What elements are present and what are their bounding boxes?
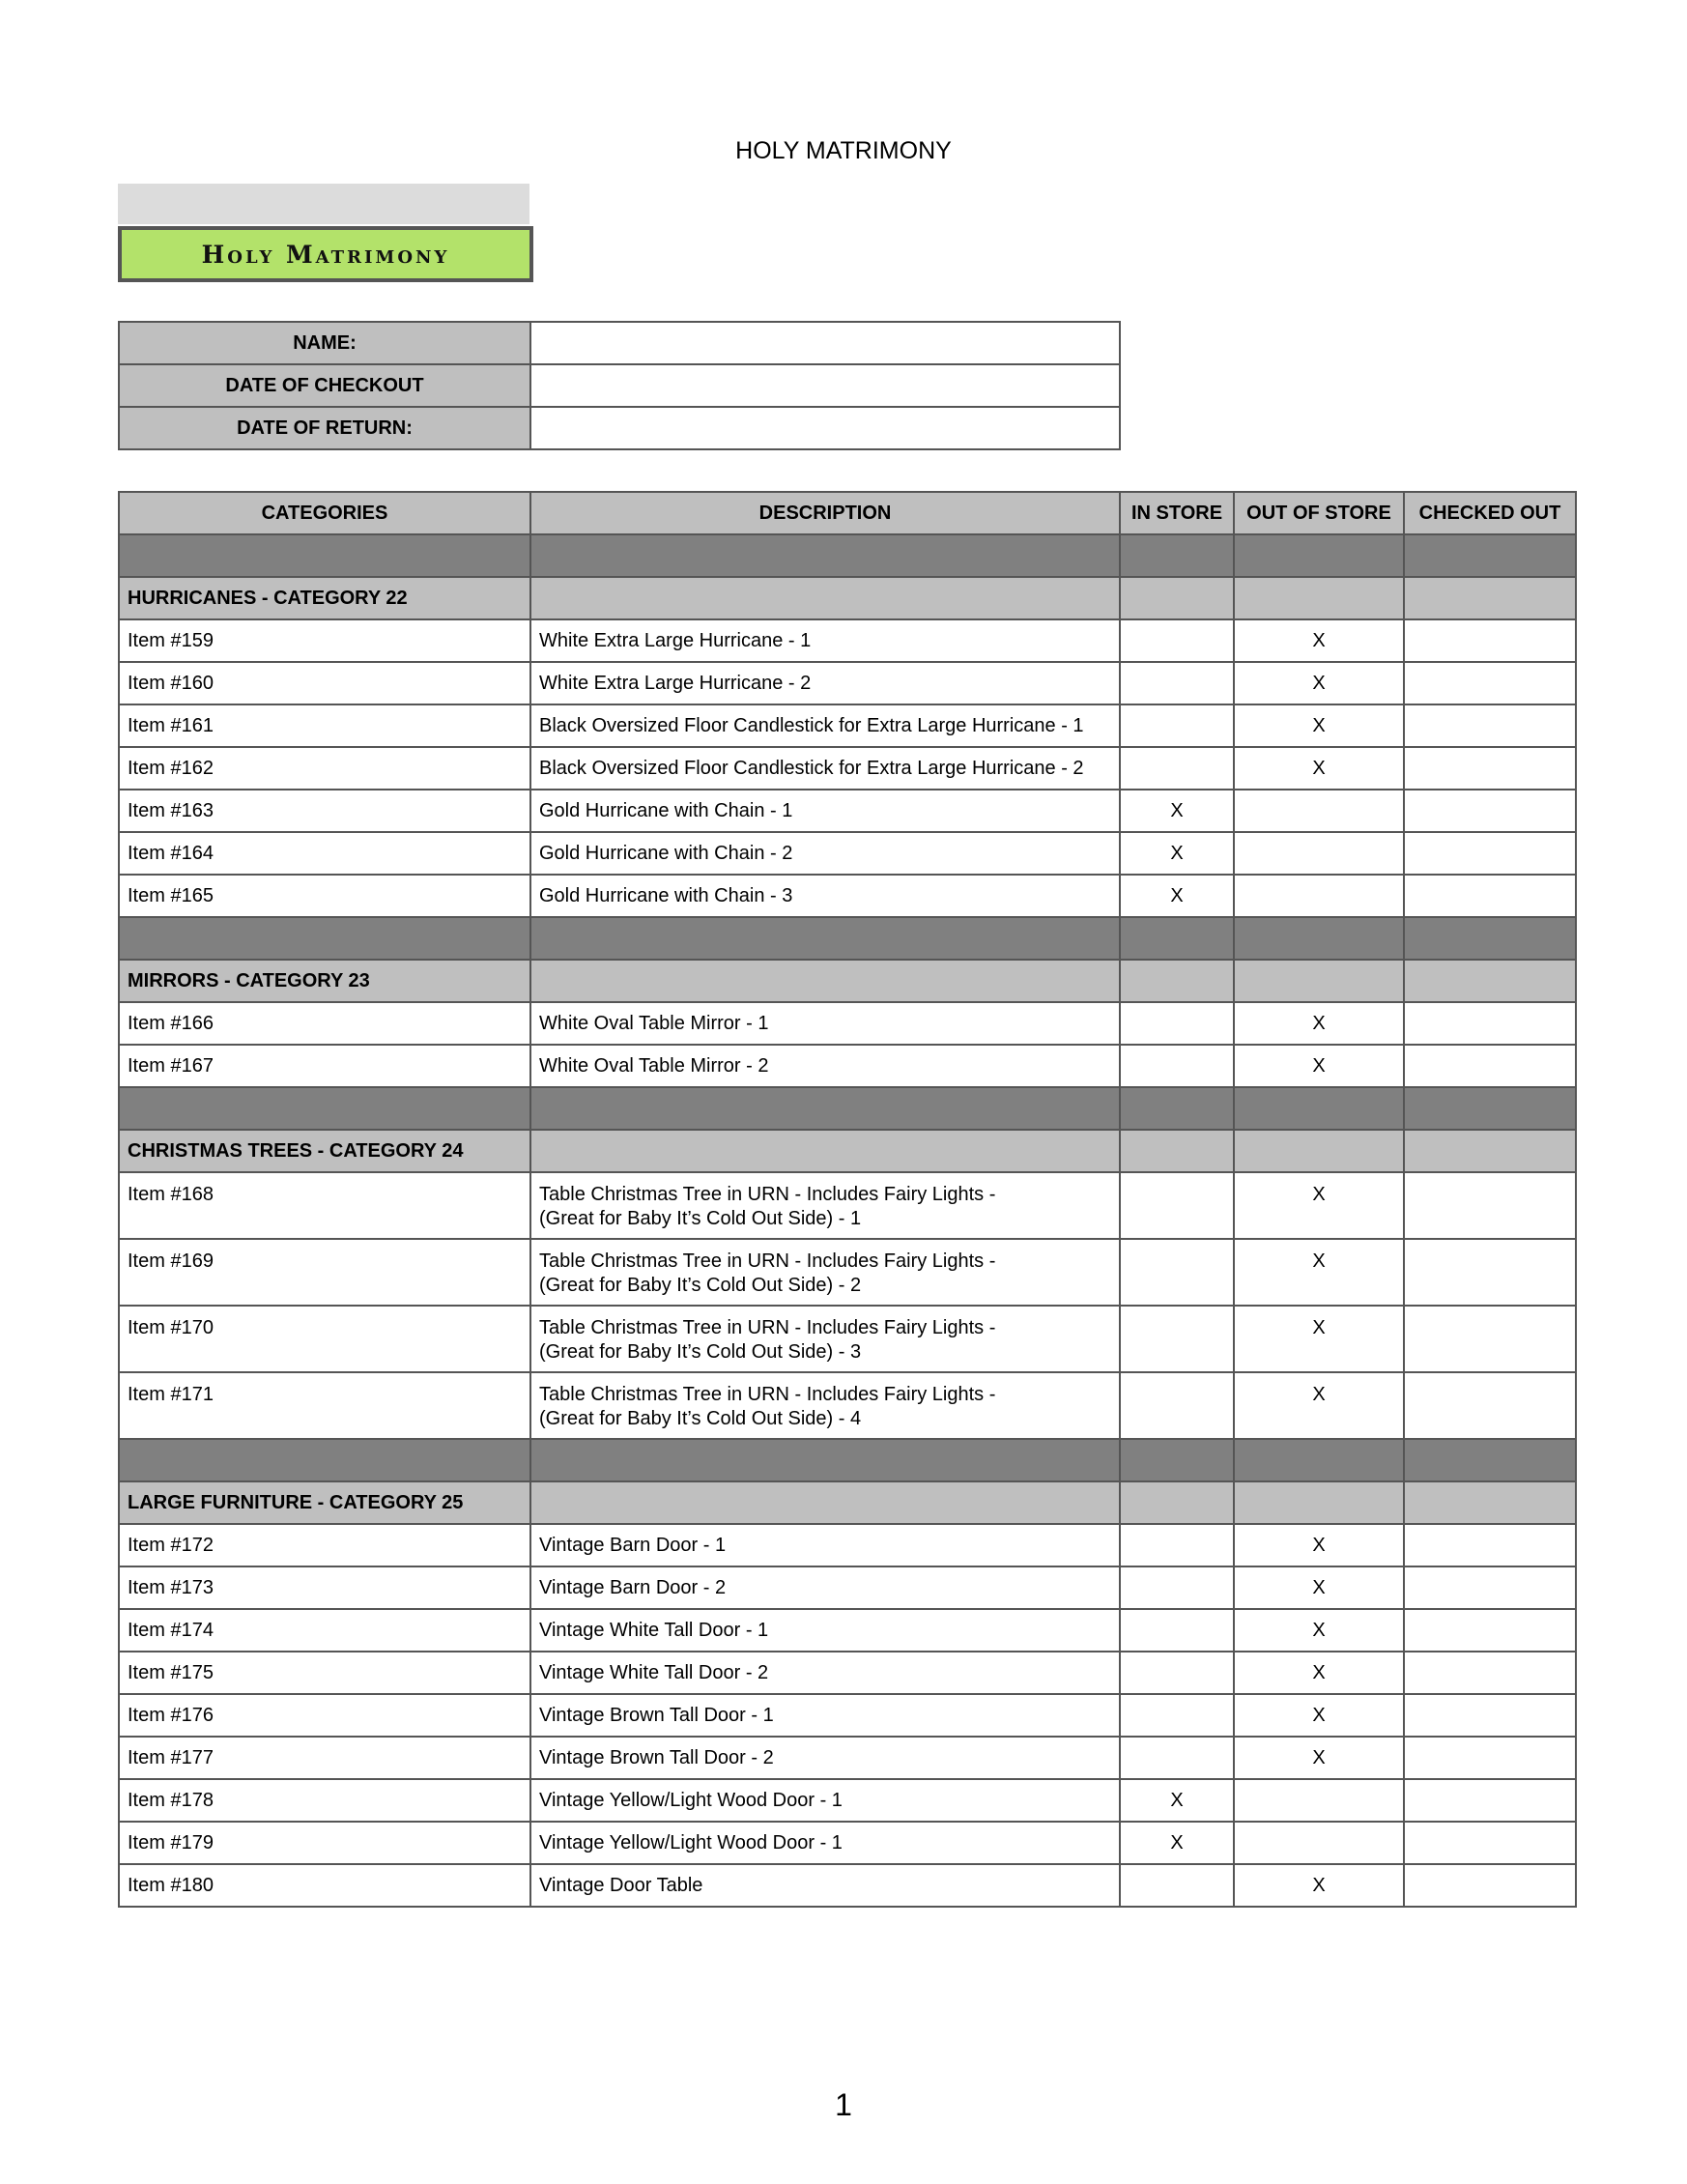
separator-row (119, 1087, 1576, 1130)
in-store-mark[interactable] (1120, 1306, 1234, 1372)
out-of-store-mark[interactable] (1234, 790, 1404, 832)
table-row (119, 1609, 1576, 1652)
checkout-date-row (119, 364, 1120, 407)
category-cell (1120, 1481, 1234, 1524)
checked-out-mark[interactable] (1404, 1372, 1576, 1439)
description-line-1: White Oval Table Mirror - 2 (539, 1054, 769, 1077)
in-store-mark[interactable] (1120, 1524, 1234, 1566)
category-cell (1234, 1130, 1404, 1172)
description-line-1: Black Oversized Floor Candlestick for Extra Large Hurricane - 2 (539, 757, 1084, 779)
in-store-mark[interactable]: X (1120, 790, 1234, 832)
separator-cell (1404, 1439, 1576, 1481)
out-of-store-mark[interactable]: X (1234, 1864, 1404, 1907)
item-description (530, 1524, 1120, 1566)
checkout-date-field[interactable] (530, 364, 1120, 407)
item-description (530, 1372, 1120, 1439)
item-id: Item #160 (119, 662, 530, 704)
category-cell (1120, 960, 1234, 1002)
separator-cell (1404, 1087, 1576, 1130)
checkout-info-table (118, 321, 1121, 450)
table-row (119, 1566, 1576, 1609)
description-line-1: Table Christmas Tree in URN - Includes Fairy Lights - (539, 1184, 996, 1205)
separator-cell (1120, 534, 1234, 577)
separator-cell (530, 917, 1120, 960)
separator-cell (1234, 1087, 1404, 1130)
separator-row (119, 917, 1576, 960)
in-store-mark[interactable] (1120, 1652, 1234, 1694)
item-id: Item #172 (119, 1524, 530, 1566)
category-row (119, 1481, 1576, 1524)
item-id: Item #180 (119, 1864, 530, 1907)
description-line-1: Table Christmas Tree in URN - Includes Fairy Lights - (539, 1250, 996, 1272)
item-description (530, 1002, 1120, 1045)
in-store-mark[interactable]: X (1120, 1822, 1234, 1864)
logo-header-strip (118, 184, 529, 224)
table-row (119, 1779, 1576, 1822)
category-cell (530, 1130, 1120, 1172)
in-store-mark[interactable] (1120, 662, 1234, 704)
description-line-2: (Great for Baby It’s Cold Out Side) - 4 (539, 1408, 862, 1429)
logo-text: Holy Matrimony (201, 240, 450, 269)
table-row (119, 1652, 1576, 1694)
out-of-store-mark[interactable]: X (1234, 619, 1404, 662)
item-id: Item #171 (119, 1372, 530, 1439)
item-description (530, 747, 1120, 790)
item-description (530, 1172, 1120, 1239)
page-number: 1 (835, 2087, 852, 2122)
item-description (530, 1779, 1120, 1822)
separator-cell (119, 917, 530, 960)
in-store-mark[interactable] (1120, 1566, 1234, 1609)
in-store-mark[interactable] (1120, 1045, 1234, 1087)
separator-cell (1404, 534, 1576, 577)
description-line-2: (Great for Baby It’s Cold Out Side) - 2 (539, 1275, 862, 1296)
table-row (119, 662, 1576, 704)
checked-out-mark[interactable] (1404, 1002, 1576, 1045)
return-date-field[interactable] (530, 407, 1120, 449)
in-store-mark[interactable] (1120, 1864, 1234, 1907)
separator-cell (530, 1439, 1120, 1481)
description-line-1: Vintage Yellow/Light Wood Door - 1 (539, 1831, 843, 1854)
item-description (530, 1239, 1120, 1306)
checked-out-mark[interactable] (1404, 1306, 1576, 1372)
table-row (119, 747, 1576, 790)
in-store-mark[interactable] (1120, 747, 1234, 790)
checked-out-mark[interactable] (1404, 1737, 1576, 1779)
description-line-1: Gold Hurricane with Chain - 1 (539, 799, 793, 821)
in-store-mark[interactable] (1120, 1172, 1234, 1239)
checked-out-mark[interactable] (1404, 1239, 1576, 1306)
category-name: MIRRORS - CATEGORY 23 (119, 960, 530, 1002)
category-name: LARGE FURNITURE - CATEGORY 25 (119, 1481, 530, 1524)
item-description (530, 832, 1120, 875)
checked-out-mark[interactable] (1404, 1694, 1576, 1737)
item-id: Item #166 (119, 1002, 530, 1045)
in-store-mark[interactable]: X (1120, 832, 1234, 875)
out-of-store-mark[interactable]: X (1234, 1609, 1404, 1652)
category-row (119, 577, 1576, 619)
in-store-mark[interactable] (1120, 619, 1234, 662)
item-id: Item #176 (119, 1694, 530, 1737)
table-row (119, 790, 1576, 832)
item-description (530, 619, 1120, 662)
table-row (119, 1172, 1576, 1239)
description-line-1: Vintage Door Table (539, 1874, 703, 1896)
separator-row (119, 534, 1576, 577)
description-line-2: (Great for Baby It’s Cold Out Side) - 3 (539, 1341, 862, 1363)
item-description (530, 1822, 1120, 1864)
category-name: HURRICANES - CATEGORY 22 (119, 577, 530, 619)
checked-out-mark[interactable] (1404, 1566, 1576, 1609)
out-of-store-mark[interactable] (1234, 832, 1404, 875)
return-date-row (119, 407, 1120, 449)
category-cell (1234, 960, 1404, 1002)
in-store-mark[interactable] (1120, 704, 1234, 747)
separator-cell (530, 534, 1120, 577)
category-row (119, 1130, 1576, 1172)
table-header-row (119, 492, 1576, 534)
checkout-date-label: DATE OF CHECKOUT (119, 364, 530, 407)
checked-out-mark[interactable] (1404, 704, 1576, 747)
out-of-store-mark[interactable]: X (1234, 1002, 1404, 1045)
item-description (530, 1737, 1120, 1779)
item-description (530, 1694, 1120, 1737)
col-header-categories: CATEGORIES (119, 492, 530, 534)
checked-out-mark[interactable] (1404, 1822, 1576, 1864)
checked-out-mark[interactable] (1404, 1864, 1576, 1907)
description-line-1: Vintage Brown Tall Door - 1 (539, 1704, 774, 1726)
category-cell (1234, 577, 1404, 619)
out-of-store-mark[interactable]: X (1234, 1372, 1404, 1439)
item-description (530, 1566, 1120, 1609)
out-of-store-mark[interactable]: X (1234, 1737, 1404, 1779)
item-id: Item #178 (119, 1779, 530, 1822)
separator-cell (119, 534, 530, 577)
category-name: CHRISTMAS TREES - CATEGORY 24 (119, 1130, 530, 1172)
out-of-store-mark[interactable] (1234, 1779, 1404, 1822)
item-id: Item #159 (119, 619, 530, 662)
category-cell (1404, 1130, 1576, 1172)
page-title: HOLY MATRIMONY (735, 137, 952, 164)
out-of-store-mark[interactable] (1234, 875, 1404, 917)
item-description (530, 875, 1120, 917)
item-id: Item #177 (119, 1737, 530, 1779)
checked-out-mark[interactable] (1404, 1045, 1576, 1087)
item-description (530, 1652, 1120, 1694)
category-cell (530, 577, 1120, 619)
checked-out-mark[interactable] (1404, 1779, 1576, 1822)
checked-out-mark[interactable] (1404, 1524, 1576, 1566)
separator-cell (530, 1087, 1120, 1130)
logo-banner (118, 226, 533, 282)
category-cell (1234, 1481, 1404, 1524)
item-id: Item #170 (119, 1306, 530, 1372)
out-of-store-mark[interactable]: X (1234, 1566, 1404, 1609)
inventory-body (119, 534, 1576, 1907)
category-cell (1404, 1481, 1576, 1524)
item-description (530, 790, 1120, 832)
description-line-1: Vintage Barn Door - 2 (539, 1576, 727, 1598)
in-store-mark[interactable] (1120, 1737, 1234, 1779)
table-row (119, 832, 1576, 875)
table-row (119, 1239, 1576, 1306)
description-line-1: Vintage White Tall Door - 1 (539, 1619, 769, 1641)
item-id: Item #164 (119, 832, 530, 875)
item-id: Item #161 (119, 704, 530, 747)
category-row (119, 960, 1576, 1002)
in-store-mark[interactable]: X (1120, 875, 1234, 917)
table-row (119, 1864, 1576, 1907)
category-cell (1120, 1130, 1234, 1172)
in-store-mark[interactable] (1120, 1609, 1234, 1652)
table-row (119, 875, 1576, 917)
description-line-1: Vintage Barn Door - 1 (539, 1534, 727, 1556)
in-store-mark[interactable] (1120, 1002, 1234, 1045)
checked-out-mark[interactable] (1404, 662, 1576, 704)
item-id: Item #163 (119, 790, 530, 832)
inventory-table (118, 491, 1577, 1908)
description-line-2: (Great for Baby It’s Cold Out Side) - 1 (539, 1208, 862, 1229)
return-date-label: DATE OF RETURN: (119, 407, 530, 449)
checked-out-mark[interactable] (1404, 1652, 1576, 1694)
table-row (119, 1002, 1576, 1045)
checked-out-mark[interactable] (1404, 619, 1576, 662)
separator-cell (1404, 917, 1576, 960)
description-line-1: White Extra Large Hurricane - 2 (539, 672, 812, 694)
out-of-store-mark[interactable]: X (1234, 1239, 1404, 1306)
category-cell (1404, 960, 1576, 1002)
separator-cell (1120, 1087, 1234, 1130)
table-row (119, 1524, 1576, 1566)
item-id: Item #167 (119, 1045, 530, 1087)
table-row (119, 704, 1576, 747)
table-row (119, 1694, 1576, 1737)
checked-out-mark[interactable] (1404, 790, 1576, 832)
description-line-1: White Extra Large Hurricane - 1 (539, 629, 812, 651)
separator-cell (1234, 1439, 1404, 1481)
in-store-mark[interactable] (1120, 1239, 1234, 1306)
description-line-1: Table Christmas Tree in URN - Includes Fairy Lights - (539, 1384, 996, 1405)
in-store-mark[interactable] (1120, 1694, 1234, 1737)
separator-cell (1234, 917, 1404, 960)
separator-cell (1120, 1439, 1234, 1481)
out-of-store-mark[interactable]: X (1234, 1306, 1404, 1372)
col-header-checked-out: CHECKED OUT (1404, 492, 1576, 534)
checked-out-mark[interactable] (1404, 832, 1576, 875)
description-line-1: Vintage White Tall Door - 2 (539, 1661, 769, 1683)
item-description (530, 1864, 1120, 1907)
checked-out-mark[interactable] (1404, 747, 1576, 790)
item-description (530, 1306, 1120, 1372)
out-of-store-mark[interactable]: X (1234, 1694, 1404, 1737)
out-of-store-mark[interactable]: X (1234, 747, 1404, 790)
item-id: Item #165 (119, 875, 530, 917)
separator-cell (119, 1439, 530, 1481)
description-line-1: Black Oversized Floor Candlestick for Extra Large Hurricane - 1 (539, 714, 1084, 736)
item-id: Item #162 (119, 747, 530, 790)
out-of-store-mark[interactable]: X (1234, 1172, 1404, 1239)
item-description (530, 704, 1120, 747)
item-id: Item #179 (119, 1822, 530, 1864)
category-cell (530, 960, 1120, 1002)
name-row (119, 322, 1120, 364)
description-line-1: Vintage Yellow/Light Wood Door - 1 (539, 1789, 843, 1811)
checked-out-mark[interactable] (1404, 875, 1576, 917)
item-id: Item #169 (119, 1239, 530, 1306)
out-of-store-mark[interactable] (1234, 1822, 1404, 1864)
table-row (119, 1822, 1576, 1864)
separator-cell (119, 1087, 530, 1130)
col-header-description: DESCRIPTION (530, 492, 1120, 534)
separator-cell (1120, 917, 1234, 960)
description-line-1: Gold Hurricane with Chain - 3 (539, 884, 793, 906)
separator-row (119, 1439, 1576, 1481)
table-row (119, 1372, 1576, 1439)
item-description (530, 1609, 1120, 1652)
description-line-1: Vintage Brown Tall Door - 2 (539, 1746, 774, 1768)
out-of-store-mark[interactable]: X (1234, 662, 1404, 704)
separator-cell (1234, 534, 1404, 577)
category-cell (530, 1481, 1120, 1524)
item-description (530, 1045, 1120, 1087)
description-line-1: White Oval Table Mirror - 1 (539, 1012, 769, 1034)
item-id: Item #168 (119, 1172, 530, 1239)
name-label: NAME: (119, 322, 530, 364)
item-id: Item #174 (119, 1609, 530, 1652)
item-id: Item #175 (119, 1652, 530, 1694)
out-of-store-mark[interactable]: X (1234, 704, 1404, 747)
out-of-store-mark[interactable]: X (1234, 1045, 1404, 1087)
out-of-store-mark[interactable]: X (1234, 1652, 1404, 1694)
in-store-mark[interactable] (1120, 1372, 1234, 1439)
category-cell (1404, 577, 1576, 619)
out-of-store-mark[interactable]: X (1234, 1524, 1404, 1566)
col-header-in-store: IN STORE (1120, 492, 1234, 534)
table-row (119, 1737, 1576, 1779)
description-line-1: Gold Hurricane with Chain - 2 (539, 842, 793, 864)
checked-out-mark[interactable] (1404, 1172, 1576, 1239)
table-row (119, 1045, 1576, 1087)
category-cell (1120, 577, 1234, 619)
checked-out-mark[interactable] (1404, 1609, 1576, 1652)
description-line-1: Table Christmas Tree in URN - Includes Fairy Lights - (539, 1317, 996, 1338)
in-store-mark[interactable]: X (1120, 1779, 1234, 1822)
item-id: Item #173 (119, 1566, 530, 1609)
col-header-out-of-store: OUT OF STORE (1234, 492, 1404, 534)
table-row (119, 1306, 1576, 1372)
table-row (119, 619, 1576, 662)
name-field[interactable] (530, 322, 1120, 364)
item-description (530, 662, 1120, 704)
